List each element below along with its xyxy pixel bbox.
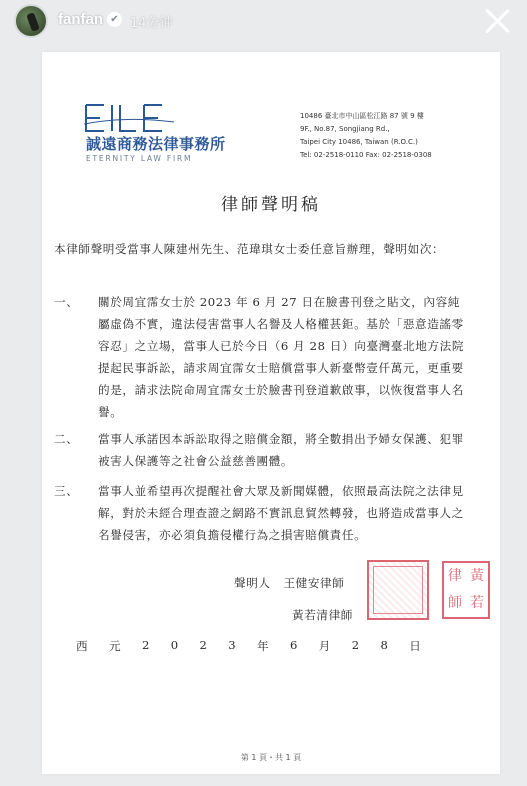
eile-logo-icon — [84, 102, 184, 134]
item-number: 三、 — [54, 484, 79, 498]
story-header — [0, 0, 527, 44]
firm-address — [300, 110, 432, 162]
seal-stamp-2 — [442, 561, 490, 619]
story-timestamp: 14分钟 — [130, 16, 173, 31]
date-char: 元 — [108, 639, 121, 653]
item-number: 一、 — [54, 295, 79, 309]
page-footer: 第 1 頁・共 1 頁 — [240, 753, 302, 762]
signer-2: 黃若清律師 — [292, 608, 353, 622]
item-text: 當事人承諾因本訴訟取得之賠償金額，將全數捐出予婦女保護、犯罪被害人保護等之社會公益慈善團體。 — [98, 432, 464, 468]
address-line: 9F., No.87, Songjiang Rd., — [300, 125, 390, 133]
intro-paragraph: 本律師聲明受當事人陳建州先生、范瑋琪女士委任意旨辦理，聲明如次： — [54, 242, 445, 256]
seal-char: 若 — [470, 595, 484, 611]
date-char: 2 — [351, 638, 360, 652]
date-char: 6 — [290, 638, 298, 652]
address-line: Tel: 02-2518-0110 Fax: 02-2518-0308 — [300, 151, 432, 159]
verified-badge-icon: ✔ — [107, 12, 122, 27]
date-char: 2 — [141, 638, 150, 652]
address-line: Taipei City 10486, Taiwan (R.O.C.) — [300, 138, 418, 146]
avatar[interactable] — [14, 4, 48, 38]
date-char: 日 — [409, 639, 421, 653]
date-char: 2 — [199, 638, 207, 652]
firm-name-zh: 誠遠商務法律事務所 — [86, 135, 226, 153]
document-title: 律師聲明稿 — [221, 195, 321, 215]
document-page — [42, 52, 500, 774]
date-char: 3 — [228, 638, 236, 652]
signer-label: 聲明人 — [234, 576, 271, 590]
signer-1: 王健安律師 — [283, 576, 345, 590]
signature-line-1 — [234, 575, 344, 591]
date-char: 年 — [257, 639, 269, 653]
item-text: 關於周宜霈女士於 2023 年 6 月 27 日在臉書刊登之貼文，內容純屬虛偽不實，違法侵害當事人名譽及人格權甚鉅。基於「惡意造謠零容忍」之立場，當事人已於今日（6 月 28 日）向臺灣臺北地方法院提起民事訴訟，請求周宜霈女士賠償當事人新臺幣壹仟萬元，更重要的是，請求法院命周宜霈女士於臉書刊登道歉啟事，以恢復當事人名譽。 — [98, 295, 465, 419]
seal-stamp-1 — [367, 560, 429, 620]
item-text: 當事人並希望再次提醒社會大眾及新聞媒體，依照最高法院之法律見解，對於未經合理查證之網路不實訊息貿然轉發，也將造成當事人之名譽侵害，亦必須負擔侵權行為之損害賠償責任。 — [98, 484, 464, 542]
seal-char: 師 — [448, 595, 462, 611]
item-number: 二、 — [54, 432, 79, 446]
date-char: 8 — [380, 638, 388, 652]
address-line: 10486 臺北市中山區松江路 87 號 9 樓 — [300, 112, 424, 120]
firm-logo — [84, 102, 224, 164]
date-char: 月 — [318, 639, 331, 653]
document-date — [76, 638, 421, 654]
seal-char: 黃 — [470, 568, 484, 584]
seal-char: 律 — [448, 568, 462, 584]
date-char: 0 — [170, 638, 179, 652]
close-icon[interactable] — [478, 2, 516, 40]
date-char: 西 — [76, 639, 88, 653]
firm-name-en: ETERNITY LAW FIRM — [86, 154, 193, 163]
story-username[interactable]: fanfan — [58, 11, 103, 28]
